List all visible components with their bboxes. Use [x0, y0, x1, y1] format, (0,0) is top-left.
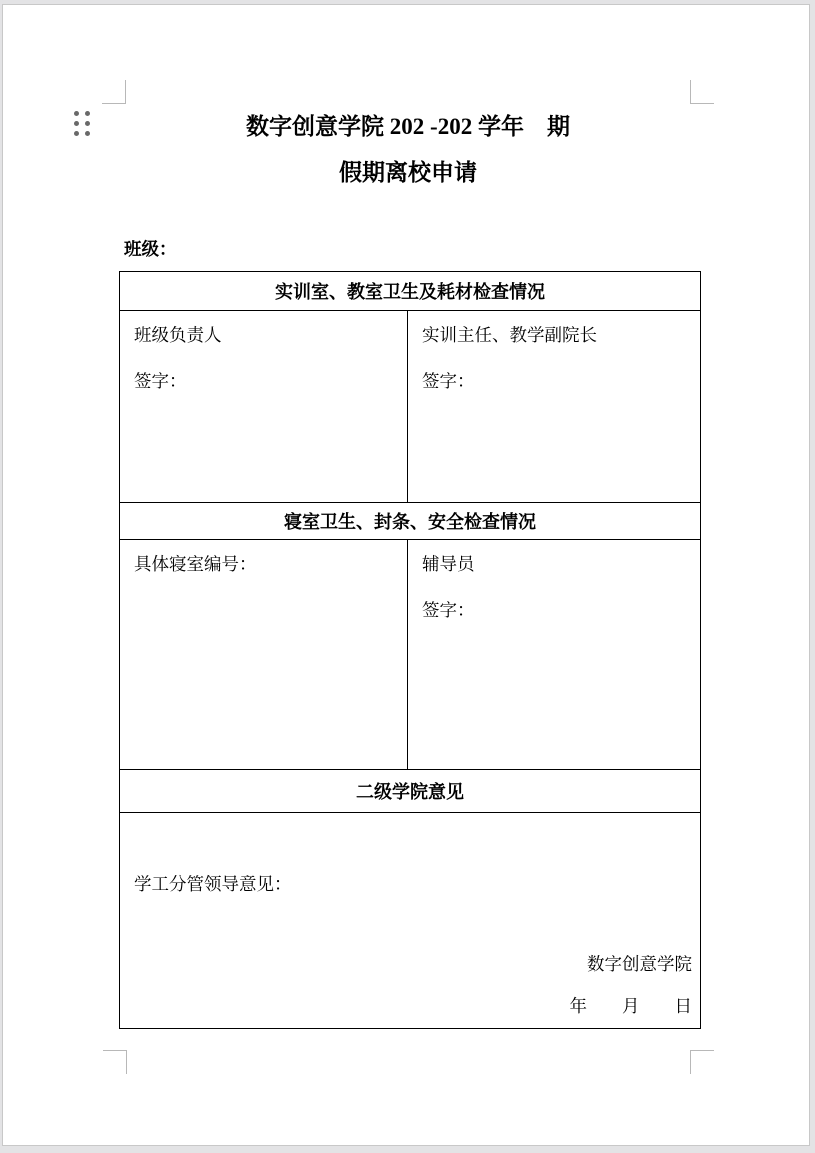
margin-crop-mark-top-left-icon [102, 80, 126, 104]
document-page[interactable] [2, 4, 810, 1146]
cell-college-opinion[interactable] [120, 813, 701, 1029]
class-field-label: 班级： [124, 239, 177, 259]
section-header-room-inspection: 实训室、教室卫生及耗材检查情况 [120, 272, 701, 311]
counselor-label: 辅导员 [422, 554, 475, 574]
class-leader-label: 班级负责人 [134, 325, 222, 345]
section-header-college-opinion: 二级学院意见 [120, 770, 701, 813]
training-director-sign-label: 签字： [422, 371, 475, 391]
margin-crop-mark-bottom-left-icon [103, 1050, 127, 1074]
date-line-label: 年 月 日 [569, 996, 692, 1016]
cell-class-leader-signature[interactable] [120, 311, 408, 503]
cell-training-director-signature[interactable] [408, 311, 701, 503]
class-leader-sign-label: 签字： [134, 371, 187, 391]
cell-counselor-signature[interactable] [408, 540, 701, 770]
leader-opinion-label: 学工分管领导意见： [134, 874, 292, 894]
section-header-dorm-inspection: 寝室卫生、封条、安全检查情况 [120, 503, 701, 540]
signature-org-label: 数字创意学院 [587, 954, 692, 974]
doc-title-line-1: 数字创意学院 202 -202 学年 期 [246, 114, 570, 139]
inspection-form-table [119, 271, 701, 1029]
counselor-sign-label: 签字： [422, 600, 475, 620]
margin-crop-mark-bottom-right-icon [690, 1050, 714, 1074]
margin-crop-mark-top-right-icon [690, 80, 714, 104]
drag-handle-icon[interactable] [74, 111, 90, 136]
doc-title-line-2: 假期离校申请 [339, 160, 477, 185]
dorm-number-label: 具体寝室编号： [134, 554, 257, 574]
cell-dorm-number[interactable] [120, 540, 408, 770]
training-director-label: 实训主任、教学副院长 [422, 325, 597, 345]
